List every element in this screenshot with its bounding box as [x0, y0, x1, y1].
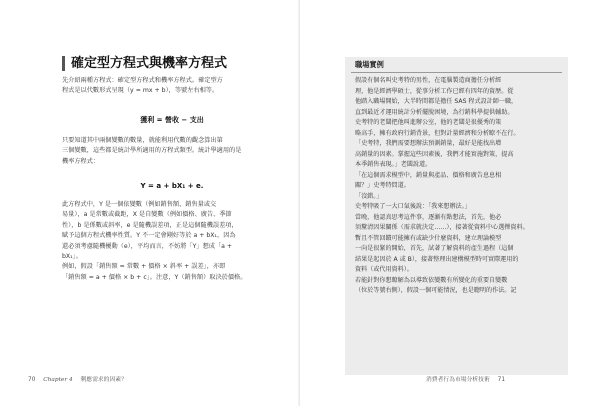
case-study-text: 假設有個名叫史考特的男性，在電腦製造商擔任分析經 理，他是經濟學碩士，從事分析工作已經有四年的資歷。從 他踏入職場開始，大半時間都是擔任 SAS 程式設計師一職， 直到最近才運用統計分析擺脫困境，為行銷科學提供輔助。 史考特的老闆把他叫進辦公室，他的老闆是很優秀的策 略高手，擁有政府行銷背景，但對計量經濟和分析瞭不在行。 「史考特，我們需要想辦法預測銷量，最好是能找出增 高銷量的因素。掌握這些因素後，我們才能實施對策，提高 本季銷售表現。」老闆說道。 「在這個需求模型中，銷量與產品、價格和廣告息息相 關？」史考特問道。 「沒錯。」 史考特吸了一大口氣後說：「我來想辦法。」 當晚，他認真思考這件事，逐漸有點想法，首先，他必 須釐清因果關係（需求就決定……），接著從資料中心選擇資料。 暫且不管回饋可能擁有或缺少什麼資料，建立理論模型 一向是很緊的開始，首先，試著了解資料的產生過程（這個 結果是起因於 A 或 B），接著整理出建構模型時可實際運用的 資料（或代用資料）。 若能針對你想瞭解為以導致依變數有所變化的重要自變數 （位於等號右側），假設一個可能情況，也是聰明的作法。記 [355, 77, 529, 294]
left-page-number: 70 [28, 377, 36, 383]
formula-profit: 獲利 = 營收 − 支出 [140, 116, 204, 124]
right-page-number: 71 [497, 377, 506, 383]
paragraph-intro: 先介紹兩種方程式：確定型方程式和機率方程式。確定型方 程式是以代數形式呈現（y = mx + b），等號左右相等。 [62, 77, 223, 95]
case-title-divider [351, 72, 562, 73]
chapter-title: 剩應需求的因素？ [80, 377, 127, 383]
case-study-box [345, 57, 568, 375]
chapter-label: Chapter 4 [43, 377, 73, 383]
book-title: 消費者行為市場分析技術 [426, 377, 490, 383]
formula-probability: Y = a + bX₁ + e. [140, 182, 204, 190]
section-heading: 確定型方程式與機率方程式 [62, 56, 291, 71]
paragraph-variables: 只要知道其中兩個變數的數量，就能利用代數的觀念算出第 三個變數，這些都是統計學所適用的方程式類型。統計學適用的是 機率方程式： [62, 137, 242, 165]
case-study-title: 職場實例 [355, 60, 384, 69]
right-footer [420, 374, 505, 383]
left-footer [28, 374, 133, 383]
paragraph-explanation: 此方程式中，Y 是一個依變數（例如銷售額、銷售量或交 易量），a 是常數或截距，X 是自變數（例如價格、廣告、季節 性），b 是係數或斜率，e 是隨機誤差項，正是這個隨機誤差項， 賦予這個方程式機率性質。Y 不一定會剛好等於 a + bX₁，因為 還必須考慮隨機擾動（e），平均而言，不妨將「Y」想成「a + bX₁」。 例如，假設「銷售額 = 常數 + 價格 × 斜率 + 誤差」，亦即 「銷售額 = a + 價格 × b + c」。注意，Y（銷售額）取決於價格。 [62, 201, 247, 281]
